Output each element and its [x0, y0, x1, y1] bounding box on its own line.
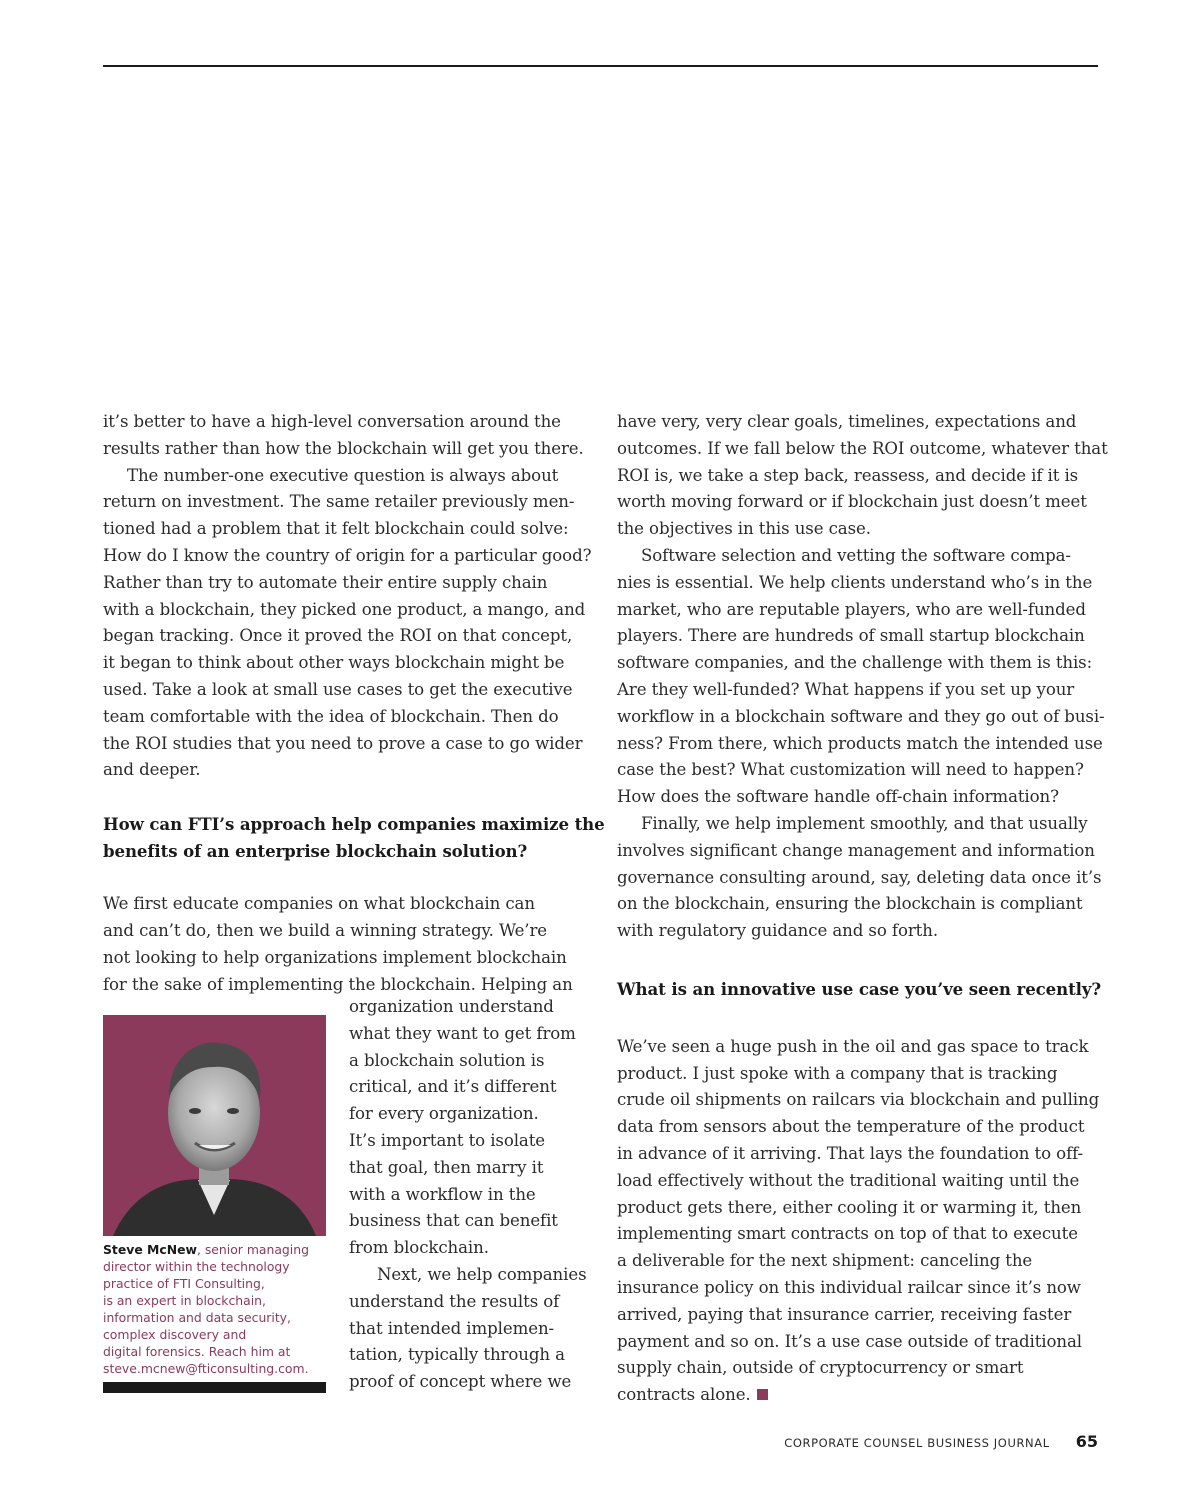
author-photo — [103, 1015, 326, 1236]
left-column — [103, 409, 605, 999]
left-paragraph-4: Next, we help companies understand the results of that intended implemen- tation, typically through a proof of concept where we — [349, 1264, 587, 1392]
right-paragraph-1: have very, very clear goals, timelines, expectations and outcomes. If we fall below the ROI outcome, whatever that ROI is, we take a step back, reassess, and decide if it is worth moving forward or if blockchain just doesn’t meet the objectives in this use case. — [617, 412, 1108, 539]
author-caption: Steve McNew, senior managing director within the technology practice of FTI Consulting, is an expert in blockchain, information and data security, complex discovery and digital forensics. Reach him at steve.mcnew@fticonsulting.com. — [103, 1242, 309, 1376]
end-of-article-mark — [757, 1389, 768, 1400]
caption-rule — [103, 1382, 326, 1393]
right-paragraph-2: Software selection and vetting the software compa- nies is essential. We help clients understand who’s in the market, who are reputable players, who are well-funded players. There are hundreds of small startup blockchain software companies, and the challenge with them is this: Are they well-funded? What happens if you set up your workflow in a blockchain software and they go out of busi- ness? From there, which products match the intended use case the best? What customization will need to happen? How does the software handle off-chain information? — [617, 545, 1105, 807]
right-paragraph-4: We’ve seen a huge push in the oil and gas space to track product. I just spoke with a company that is tracking crude oil shipments on railcars via blockchain and pulling data from sensors about the temperature of the product in advance of it arriving. That lays the foundation to off- load effectively without the traditional waiting until the product gets there, either cooling it or warming it, then implementing smart contracts on top of that to execute a deliverable for the next shipment: canceling the insurance policy on this individual railcar since it’s now arrived, paying that insurance carrier, receiving faster payment and so on. It’s a use case outside of traditional supply chain, outside of cryptocurrency or smart contracts alone. — [617, 1036, 1100, 1405]
question-heading-1: How can FTI’s approach help companies maximize the benefits of an enterprise blockchain solution? — [103, 813, 605, 861]
right-paragraph-3: Finally, we help implement smoothly, and that usually involves significant change management and information governance consulting around, say, deleting data once it’s on the blockchain, ensuring the blockchain is compliant with regulatory guidance and so forth. — [617, 813, 1102, 941]
author-name: Steve McNew — [103, 1242, 197, 1257]
page-number: 65 — [1075, 1432, 1098, 1451]
question-heading-2: What is an innovative use case you’ve seen recently? — [617, 978, 1102, 999]
left-paragraph-3: We first educate companies on what blockchain can and can’t do, then we build a winning strategy. We’re not looking to help organizations implement blockchain for the sake of implementing the blockchain. Helping an — [103, 894, 573, 994]
left-paragraph-3-continued: organization understand what they want to get from a blockchain solution is critical, and it’s different for every organization. It’s important to isolate that goal, then marry it with a workflow in the business that can benefit from blockchain. — [349, 997, 576, 1258]
top-rule — [103, 65, 1098, 67]
narrow-text-column — [349, 994, 589, 1396]
author-email: steve.mcnew@fticonsulting.com. — [103, 1361, 309, 1376]
left-paragraph-2: The number-one executive question is always about return on investment. The same retailer previously men- tioned had a problem that it felt blockchain could solve: How do I know the country of origin for a particular good? Rather than try to automate their entire supply chain with a blockchain, they picked one product, a mango, and began tracking. Once it proved the ROI on that concept, it began to think about other ways blockchain might be used. Take a look at small use cases to get the executive team comfortable with the idea of blockchain. Then do the ROI studies that you need to prove a case to go wider and deeper. — [103, 465, 592, 780]
journal-title: CORPORATE COUNSEL BUSINESS JOURNAL — [784, 1436, 1050, 1450]
right-column — [617, 409, 1108, 1409]
portrait-illustration — [103, 1015, 326, 1236]
page-footer — [784, 1432, 1098, 1451]
left-paragraph-1: it’s better to have a high-level conversation around the results rather than how the blockchain will get you there. — [103, 412, 584, 458]
